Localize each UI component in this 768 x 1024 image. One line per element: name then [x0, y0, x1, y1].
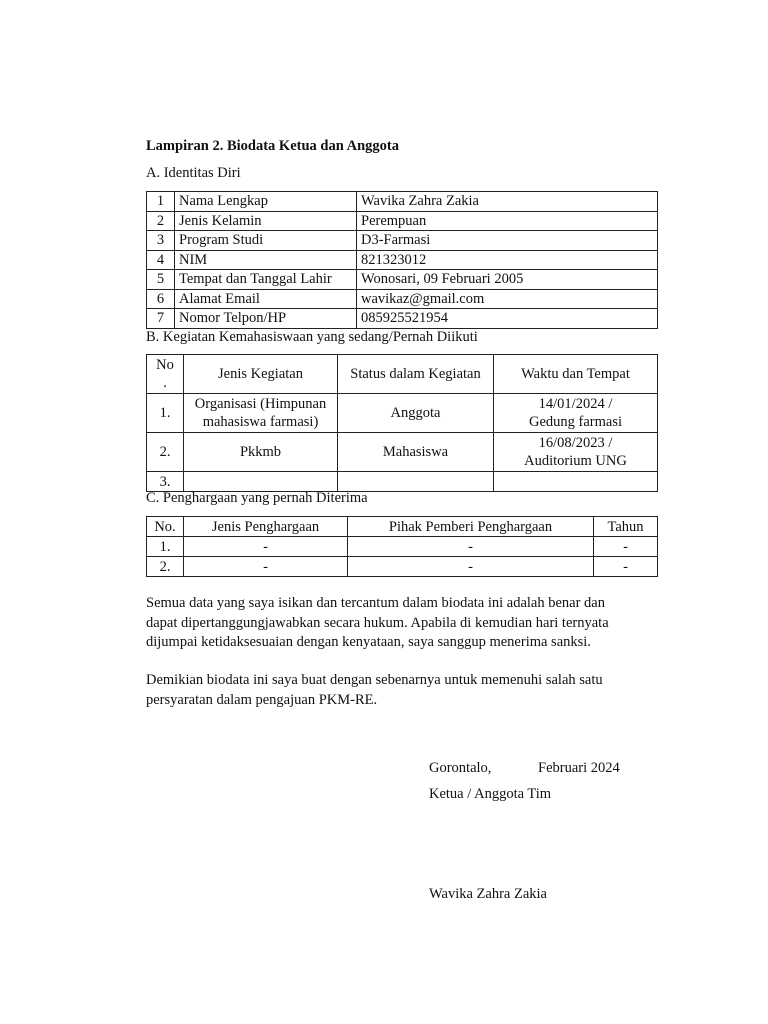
award-row — [147, 537, 658, 557]
awards-header-tahun: Tahun — [594, 517, 658, 537]
identity-row — [147, 192, 658, 212]
activity-number: 3. — [147, 472, 184, 492]
identity-table — [146, 191, 658, 329]
identity-row-number: 5 — [147, 270, 175, 290]
statement-paragraph — [146, 594, 666, 653]
activity-jenis-line-1: Organisasi (Himpunan — [194, 396, 327, 412]
awards-header-jenis: Jenis Penghargaan — [184, 517, 348, 537]
award-tahun: - — [594, 537, 658, 557]
identity-row — [147, 211, 658, 231]
section-b-heading: B. Kegiatan Kemahasiswaan yang sedang/Pernah Diikuti — [146, 329, 478, 345]
identity-row — [147, 231, 658, 251]
activity-waktu-line-1: 14/01/2024 / — [538, 396, 613, 412]
identity-row-number: 2 — [147, 211, 175, 231]
identity-field-value: 821323012 — [357, 250, 658, 270]
activity-row — [147, 472, 658, 492]
identity-row-number: 3 — [147, 231, 175, 251]
award-jenis: - — [184, 537, 348, 557]
identity-field-value: wavikaz@gmail.com — [357, 289, 658, 309]
award-pihak: - — [348, 537, 594, 557]
closing-line-2: persyaratan dalam pengajuan PKM-RE. — [146, 691, 378, 708]
awards-header-no: No. — [147, 517, 184, 537]
activity-row — [147, 394, 658, 433]
statement-line-2: dapat dipertanggungjawabkan secara hukum. Apabila di kemudian hari ternyata — [146, 614, 609, 631]
award-tahun: - — [594, 557, 658, 577]
header-jenis-kegiatan: Jenis Kegiatan — [184, 355, 338, 394]
identity-row — [147, 250, 658, 270]
section-c-heading: C. Penghargaan yang pernah Diterima — [146, 490, 368, 506]
signature-city: Gorontalo, — [429, 760, 492, 776]
award-number: 2. — [147, 557, 184, 577]
activity-row — [147, 433, 658, 472]
identity-field-label: Jenis Kelamin — [175, 211, 357, 231]
header-no-line2: . — [163, 375, 167, 391]
award-jenis: - — [184, 557, 348, 577]
statement-line-3: dijumpai ketidaksesuaian dengan kenyataan, saya sanggup menerima sanksi. — [146, 634, 591, 650]
identity-field-label: Tempat dan Tanggal Lahir — [175, 270, 357, 290]
activity-status: Anggota — [338, 394, 494, 433]
header-no-line1: No — [156, 357, 174, 373]
activity-waktu-line-2: Auditorium UNG — [524, 453, 627, 469]
awards-header-row — [147, 517, 658, 537]
identity-row — [147, 309, 658, 329]
identity-field-label: Program Studi — [175, 231, 357, 251]
activity-waktu-tempat — [494, 394, 658, 433]
header-no — [147, 355, 184, 394]
closing-line-1: Demikian biodata ini saya buat dengan sebenarnya untuk memenuhi salah satu — [146, 672, 603, 688]
identity-row-number: 4 — [147, 250, 175, 270]
award-row — [147, 557, 658, 577]
activity-status — [338, 472, 494, 492]
activity-waktu-tempat — [494, 472, 658, 492]
awards-table — [146, 516, 658, 577]
header-waktu-tempat: Waktu dan Tempat — [494, 355, 658, 394]
award-pihak: - — [348, 557, 594, 577]
identity-field-label: Nomor Telpon/HP — [175, 309, 357, 329]
identity-row — [147, 289, 658, 309]
statement-line-1: Semua data yang saya isikan dan tercantum dalam biodata ini adalah benar dan — [146, 595, 605, 611]
activity-jenis-kegiatan — [184, 472, 338, 492]
identity-row-number: 7 — [147, 309, 175, 329]
activity-waktu-line-1: 16/08/2023 / — [538, 435, 613, 451]
signature-role: Ketua / Anggota Tim — [429, 786, 552, 802]
signature-name: Wavika Zahra Zakia — [429, 886, 547, 902]
identity-field-label: Nama Lengkap — [175, 192, 357, 212]
activity-jenis-line-2: mahasiswa farmasi) — [202, 414, 319, 430]
header-status: Status dalam Kegiatan — [338, 355, 494, 394]
document-title: Lampiran 2. Biodata Ketua dan Anggota — [146, 138, 399, 154]
activity-jenis-kegiatan — [184, 394, 338, 433]
closing-paragraph — [146, 671, 666, 710]
activity-jenis-line-1: Pkkmb — [239, 444, 282, 460]
activity-waktu-tempat — [494, 433, 658, 472]
identity-field-label: NIM — [175, 250, 357, 270]
activity-number: 1. — [147, 394, 184, 433]
activity-status: Mahasiswa — [338, 433, 494, 472]
activity-number: 2. — [147, 433, 184, 472]
identity-row-number: 6 — [147, 289, 175, 309]
identity-field-value: D3-Farmasi — [357, 231, 658, 251]
identity-field-label: Alamat Email — [175, 289, 357, 309]
section-a-heading: A. Identitas Diri — [146, 165, 241, 181]
awards-header-pihak: Pihak Pemberi Penghargaan — [348, 517, 594, 537]
award-number: 1. — [147, 537, 184, 557]
identity-field-value: 085925521954 — [357, 309, 658, 329]
activity-waktu-line-2: Gedung farmasi — [528, 414, 622, 430]
activities-table — [146, 354, 658, 492]
signature-date: Februari 2024 — [538, 760, 620, 776]
identity-field-value: Perempuan — [357, 211, 658, 231]
identity-row-number: 1 — [147, 192, 175, 212]
identity-row — [147, 270, 658, 290]
identity-field-value: Wavika Zahra Zakia — [357, 192, 658, 212]
activity-jenis-kegiatan — [184, 433, 338, 472]
identity-field-value: Wonosari, 09 Februari 2005 — [357, 270, 658, 290]
activities-header-row — [147, 355, 658, 394]
